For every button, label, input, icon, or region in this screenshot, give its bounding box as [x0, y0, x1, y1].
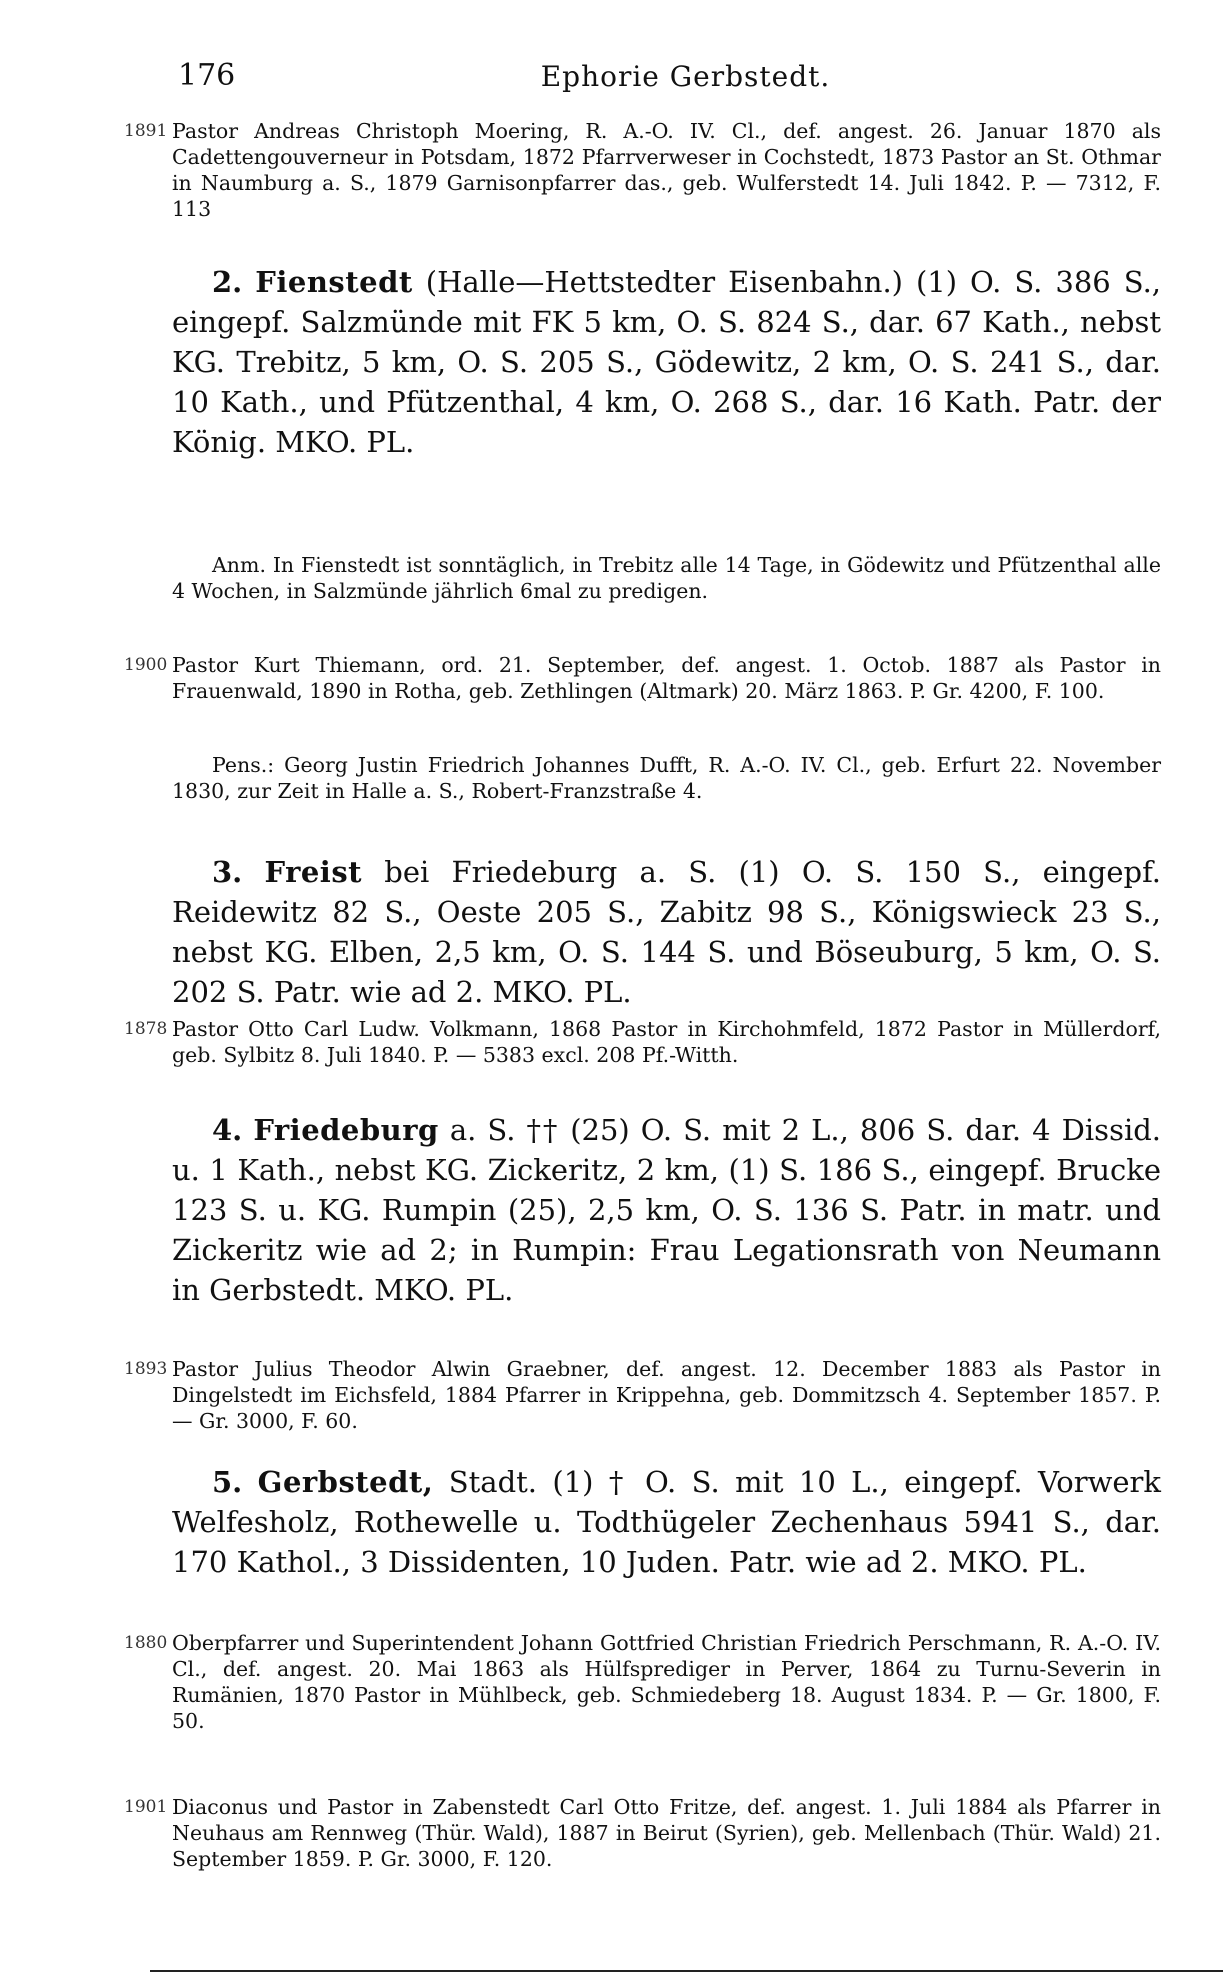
note-entry — [172, 552, 1161, 604]
note-text: Anm. In Fienstedt ist sonntäglich, in Trebitz alle 14 Tage, in Gödewitz und Pfützenthal alle 4 Wochen, in Salzmünde jährlich 6mal zu predigen. — [172, 553, 1161, 603]
parish-name: Gerbstedt, — [257, 1465, 434, 1499]
bottom-rule — [150, 1970, 1223, 1972]
parish-entry-gerbstedt — [172, 1462, 1161, 1582]
entry-text: Diaconus und Pastor in Zabenstedt Carl Otto Fritze, def. angest. 1. Juli 1884 als Pfarrer in Neuhaus am Rennweg (Thür. Wald), 1887 in Beirut (Syrien), geb. Mellenbach (Thür. Wald) 21. September 1859. P. Gr. 3000, F. 120. — [172, 1795, 1161, 1871]
parish-entry-fienstedt — [172, 262, 1161, 462]
parish-text: (Halle—Hettstedter Eisenbahn.) (1) O. S. 386 S., eingepf. Salzmünde mit FK 5 km, O. S. 824 S., dar. 67 Kath., nebst KG. Trebitz, 5 km, O. S. 205 S., Gödewitz, 2 km, O. S. 241 S., dar. 10 Kath., und Pfützenthal, 4 km, O. 268 S., dar. 16 Kath. Patr. der König. MKO. PL. — [172, 265, 1162, 459]
pastor-entry-1901 — [124, 1794, 1161, 1872]
pastor-entry-1893 — [124, 1356, 1161, 1434]
entry-year: 1880 — [124, 1633, 168, 1653]
entry-year: 1900 — [124, 655, 168, 675]
entry-year: 1893 — [124, 1359, 168, 1379]
parish-name: Freist — [264, 855, 363, 889]
parish-text: bei Friedeburg a. S. (1) O. S. 150 S., eingepf. Reidewitz 82 S., Oeste 205 S., Zabitz 98 S., Königswieck 23 S., nebst KG. Elben, 2,5 km, O. S. 144 S. und Böseuburg, 5 km, O. S. 202 S. Patr. wie ad 2. MKO. PL. — [172, 855, 1161, 1009]
pension-text: Pens.: Georg Justin Friedrich Johannes Dufft, R. A.-O. IV. Cl., geb. Erfurt 22. November 1830, zur Zeit in Halle a. S., Robert-Franzstraße 4. — [172, 753, 1161, 803]
page-header — [178, 58, 1153, 98]
entry-year: 1901 — [124, 1797, 168, 1817]
parish-text: a. S. †† (25) O. S. mit 2 L., 806 S. dar. 4 Dissid. u. 1 Kath., nebst KG. Zickeritz, 2 km, (1) S. 186 S., eingepf. Brucke 123 S. u. KG. Rumpin (25), 2,5 km, O. S. 136 S. Patr. in matr. und Zickeritz wie ad 2; in Rumpin: Frau Legationsrath von Neumann in Gerbstedt. MKO. PL. — [172, 1113, 1162, 1307]
pastor-entry-1891 — [124, 118, 1161, 222]
parish-entry-freist — [172, 852, 1161, 1012]
parish-number: 3. — [212, 855, 243, 889]
parish-name: Fienstedt — [255, 265, 413, 299]
pastor-entry-1880 — [124, 1630, 1161, 1734]
parish-number: 4. — [212, 1113, 243, 1147]
parish-number: 2. — [212, 265, 243, 299]
entry-text: Pastor Otto Carl Ludw. Volkmann, 1868 Pastor in Kirchohmfeld, 1872 Pastor in Müllerdorf, geb. Sylbitz 8. Juli 1840. P. — 5383 excl. 208 Pf.-Witth. — [172, 1017, 1161, 1067]
parish-entry-friedeburg — [172, 1110, 1161, 1310]
parish-name: Friedeburg — [253, 1113, 439, 1147]
entry-text: Pastor Andreas Christoph Moering, R. A.-O. IV. Cl., def. angest. 26. Januar 1870 als Cadettengouverneur in Potsdam, 1872 Pfarrverweser in Cochstedt, 1873 Pastor an St. Othmar in Naumburg a. S., 1879 Garnisonpfarrer das., geb. Wulferstedt 14. Juli 1842. P. — 7312, F. 113 — [172, 119, 1161, 221]
pastor-entry-1900 — [124, 652, 1161, 704]
entry-year: 1891 — [124, 121, 168, 141]
pension-entry — [172, 752, 1161, 804]
parish-text: Stadt. (1) † O. S. mit 10 L., eingepf. Vorwerk Welfesholz, Rothewelle u. Todthügeler Zechenhaus 5941 S., dar. 170 Kathol., 3 Dissidenten, 10 Juden. Patr. wie ad 2. MKO. PL. — [172, 1465, 1161, 1579]
entry-year: 1878 — [124, 1019, 168, 1039]
entry-text: Pastor Kurt Thiemann, ord. 21. September, def. angest. 1. Octob. 1887 als Pastor in Frauenwald, 1890 in Rotha, geb. Zethlingen (Altmark) 20. März 1863. P. Gr. 4200, F. 100. — [172, 653, 1161, 703]
page-number: 176 — [178, 58, 236, 93]
pastor-entry-1878 — [124, 1016, 1161, 1068]
entry-text: Pastor Julius Theodor Alwin Graebner, def. angest. 12. December 1883 als Pastor in Dingelstedt im Eichsfeld, 1884 Pfarrer in Krippehna, geb. Dommitzsch 4. September 1857. P. — Gr. 3000, F. 60. — [172, 1357, 1161, 1433]
running-title: Ephorie Gerbstedt. — [540, 60, 831, 93]
entry-text: Oberpfarrer und Superintendent Johann Gottfried Christian Friedrich Perschmann, R. A.-O. IV. Cl., def. angest. 20. Mai 1863 als Hülfsprediger in Perver, 1864 zu Turnu-Severin in Rumänien, 1870 Pastor in Mühlbeck, geb. Schmiedeberg 18. August 1834. P. — Gr. 1800, F. 50. — [172, 1631, 1161, 1733]
parish-number: 5. — [212, 1465, 243, 1499]
